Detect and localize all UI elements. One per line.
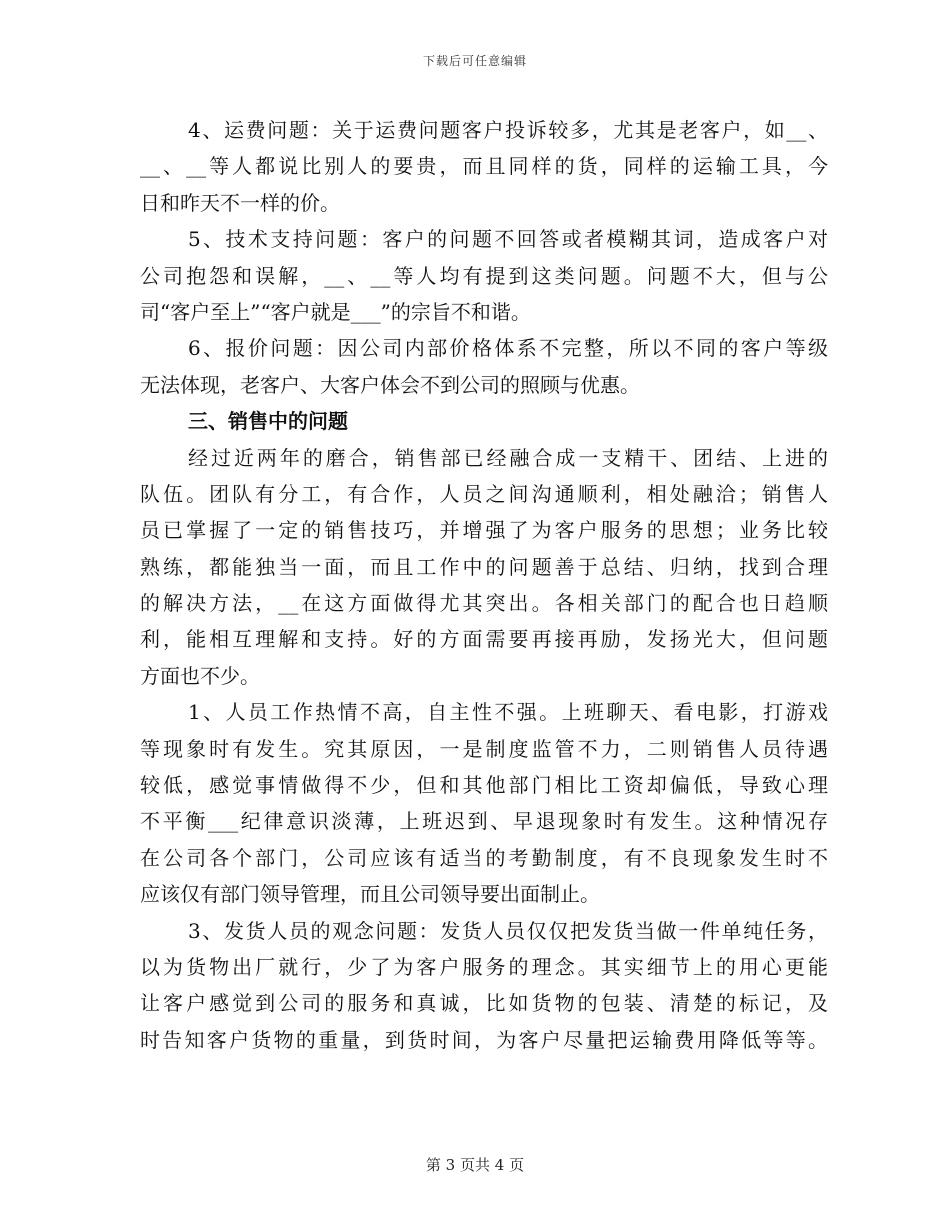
text-line: 在公司各个部门，公司应该有适当的考勤制度，有不良现象发生时不 bbox=[140, 845, 828, 870]
text-line: 司“客户至上”“客户就是___”的宗旨不和谐。 bbox=[140, 299, 531, 324]
text-line: 3、发货人员的观念问题：发货人员仅仅把发货当做一件单纯任务， bbox=[188, 918, 828, 943]
text-line: 5、技术支持问题：客户的问题不回答或者模糊其词，造成客户对 bbox=[188, 227, 828, 252]
document-body bbox=[140, 112, 828, 1058]
text-line: 时告知客户货物的重量，到货时间，为客户尽量把运输费用降低等等。 bbox=[140, 1027, 828, 1052]
text-line: 公司抱怨和误解，__、__等人均有提到这类问题。问题不大，但与公 bbox=[140, 263, 828, 288]
text-line: 4、运费问题：关于运费问题客户投诉较多，尤其是老客户，如__、 bbox=[188, 118, 828, 142]
header-note: 下载后可任意编辑 bbox=[422, 54, 527, 68]
text-line: 等现象时有发生。究其原因，一是制度监管不力，二则销售人员待遇 bbox=[140, 736, 828, 761]
text-line: 经过近两年的磨合，销售部已经融合成一支精干、团结、上进的 bbox=[188, 445, 828, 470]
text-line: 以为货物出厂就行，少了为客户服务的理念。其实细节上的用心更能 bbox=[140, 954, 828, 979]
text-line: 1、人员工作热情不高，自主性不强。上班聊天、看电影，打游戏 bbox=[188, 700, 828, 725]
text-line: 的解决方法，__在这方面做得尤其突出。各相关部门的配合也日趋顺 bbox=[140, 591, 828, 616]
page-number: 第 3 页共 4 页 bbox=[425, 1156, 525, 1174]
text-line: 日和昨天不一样的价。 bbox=[140, 190, 340, 215]
text-line: 无法体现，老客户、大客户体会不到公司的照顾与优惠。 bbox=[140, 372, 640, 397]
text-line: 熟练，都能独当一面，而且工作中的问题善于总结、归纳，找到合理 bbox=[140, 554, 828, 579]
section-heading: 三、销售中的问题 bbox=[188, 409, 348, 434]
text-line: 方面也不少。 bbox=[140, 663, 260, 688]
text-line: 让客户感觉到公司的服务和真诚，比如货物的包装、清楚的标记，及 bbox=[140, 991, 828, 1016]
text-line: 较低，感觉事情做得不少，但和其他部门相比工资却偏低，导致心理 bbox=[140, 773, 828, 798]
text-line: 6、报价问题：因公司内部价格体系不完整，所以不同的客户等级 bbox=[188, 336, 828, 361]
text-line: 不平衡___纪律意识淡薄，上班迟到、早退现象时有发生。这种情况存 bbox=[140, 809, 828, 834]
text-line: 应该仅有部门领导管理，而且公司领导要出面制止。 bbox=[140, 882, 600, 907]
text-line: 队伍。团队有分工，有合作，人员之间沟通顺利，相处融洽；销售人 bbox=[140, 481, 828, 506]
text-line: 员已掌握了一定的销售技巧，并增强了为客户服务的思想；业务比较 bbox=[140, 518, 828, 543]
text-line: 利，能相互理解和支持。好的方面需要再接再励，发扬光大，但问题 bbox=[140, 627, 828, 652]
text-line: __、__等人都说比别人的要贵，而且同样的货，同样的运输工具，今 bbox=[140, 154, 828, 179]
